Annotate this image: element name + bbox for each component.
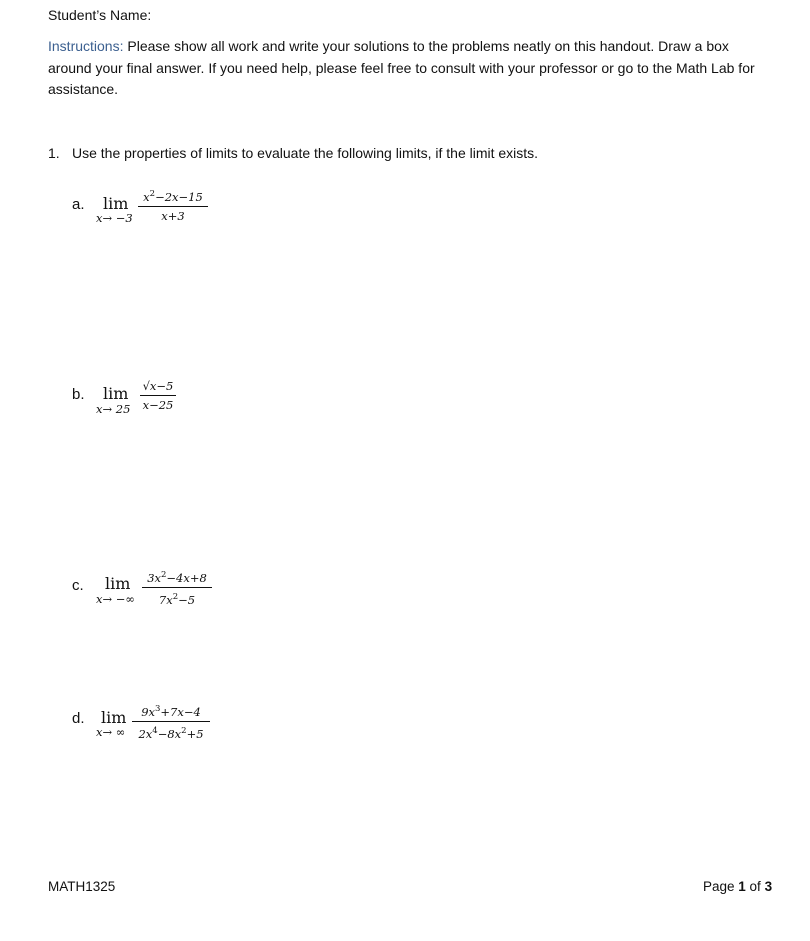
problem-b-denominator: x−25: [142, 398, 174, 412]
footer-course: MATH1325: [48, 879, 116, 894]
instructions-label: Instructions:: [48, 38, 124, 54]
problem-b-numerator: √x−5: [142, 379, 174, 393]
question-1-text: Use the properties of limits to evaluate the following limits, if the limit exists.: [72, 145, 539, 161]
problem-c-numerator: $3x^2-4x+8$: [147, 570, 207, 585]
footer-page-total: 3: [764, 879, 773, 894]
problem-a-fraction: [138, 186, 208, 224]
problem-b-fraction-bar: [140, 395, 176, 396]
footer-page-of: of: [745, 879, 765, 894]
problem-d-numerator: $9x^3+7x-4$: [141, 704, 201, 719]
instructions-paragraph: [48, 36, 760, 101]
problem-d-lim: lim: [101, 708, 127, 727]
problem-d-denominator: $2x^4-8x^2+5$: [138, 726, 204, 741]
problem-a-fraction-bar: [138, 206, 208, 207]
problem-c-limit-subscript: x→ −∞: [96, 592, 135, 606]
problem-a-limit-subscript: x→ −3: [96, 211, 133, 225]
question-1-number: 1.: [48, 145, 60, 161]
footer-page-number: [703, 876, 772, 897]
problem-a-numerator: $x^2-2x-15$: [143, 189, 203, 204]
problem-b-limit-subscript: x→ 25: [96, 402, 131, 416]
problem-b-fraction: [140, 378, 176, 413]
problem-a-label: a.: [72, 196, 85, 213]
problem-b-lim: lim: [103, 384, 129, 403]
problem-c-label: c.: [72, 577, 84, 594]
instructions-text: Please show all work and write your solutions to the problems neatly on this handout. Draw a box around your final answer. If you need help, please feel free to consult with your professor or go to the Math Lab for assistance.: [48, 38, 755, 97]
problem-c-fraction-bar: [142, 587, 212, 588]
problem-d-limit-subscript: x→ ∞: [96, 725, 126, 739]
problem-d-label: d.: [72, 710, 85, 727]
footer-page-current: 1: [738, 879, 746, 894]
problem-d-fraction: [132, 701, 210, 742]
problem-d-fraction-bar: [132, 721, 210, 722]
problem-a-lim: lim: [103, 194, 129, 213]
student-name-label: Student’s Name:: [48, 7, 152, 23]
problem-c-lim: lim: [105, 574, 131, 593]
problem-b-label: b.: [72, 386, 85, 403]
problem-a-denominator: x+3: [161, 209, 185, 223]
problem-c-fraction: [142, 567, 212, 608]
problem-c-denominator: $7x^2-5$: [158, 592, 196, 607]
footer-page-word: Page: [703, 879, 739, 894]
